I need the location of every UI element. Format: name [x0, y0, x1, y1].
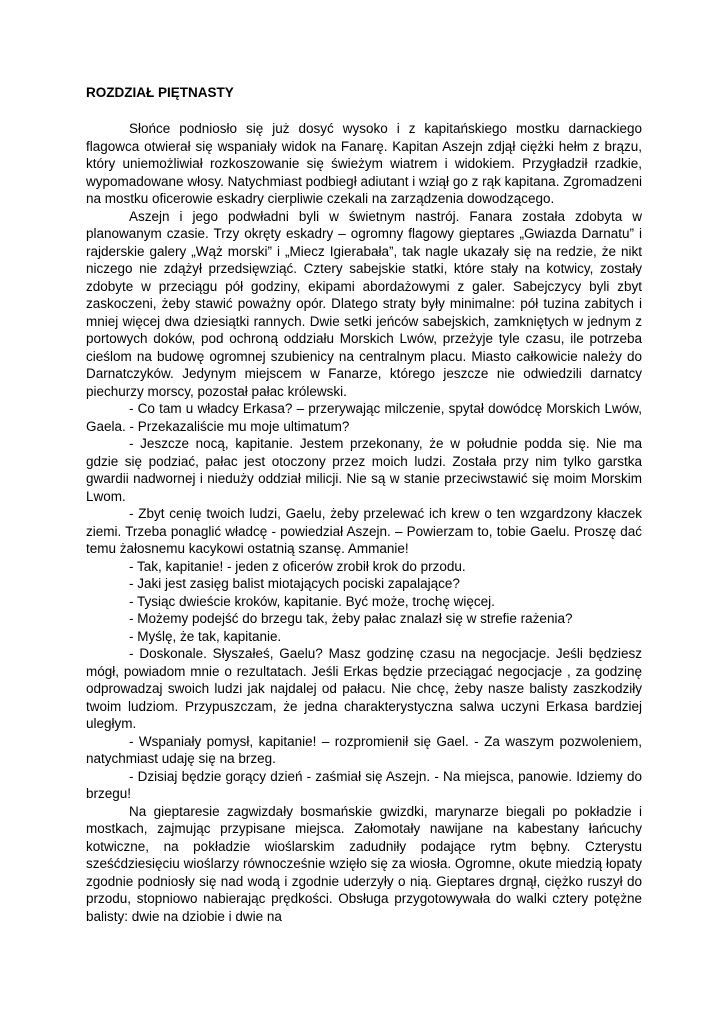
paragraph-4: - Jeszcze nocą, kapitanie. Jestem przekonany, że w południe podda się. Nie ma gdzie się podziać, pałac jest otoczony przez moich ludzi. Została przy nim tylko garstka gwardii nadwornej i nieduży oddział milicji. Nie są w stanie przeciwstawić się moim Morskim Lwom. [86, 436, 642, 504]
chapter-title: ROZDZIAŁ PIĘTNASTY [86, 85, 234, 100]
paragraph-9: - Możemy podejść do brzegu tak, żeby pałac znalazł się w strefie rażenia? [129, 611, 573, 626]
paragraph-11: - Doskonale. Słyszałeś, Gaelu? Masz godzinę czasu na negocjacje. Jeśli będziesz mógł, powiadom mnie o rezultatach. Jeśli Erkas będzie przeciągać negocjacje , za godzinę odprowadzaj swoich ludzi jak najdalej od pałacu. Nie chcę, żeby nasze balisty zaszkodziły twoim ludziom. Przypuszczam, że jedna charakterystyczna salwa uczyni Erkasa bardziej uległym. [86, 646, 642, 731]
paragraph-8: - Tysiąc dwieście kroków, kapitanie. Być może, trochę więcej. [129, 593, 495, 609]
paragraph-3: - Co tam u władcy Erkasa? – przerywając milczenie, spytał dowódcę Morskich Lwów, Gaela. - Przekazaliście mu moje ultimatum? [86, 401, 642, 434]
paragraph-2: Aszejn i jego podwładni byli w świetnym nastrój. Fanara została zdobyta w planowanym czasie. Trzy okręty eskadry – ogromny flagowy gieptares „Gwiazda Darnatu” i rajderskie galery „Wąż morski” i „Miecz Igierabała”, tak nagle ukazały się na redzie, że nikt niczego nie zdążył przedsięwziąć. Cztery sabejskie statki, które stały na kotwicy, zostały zdobyte w przeciągu pół godziny, ekipami abordażowymi z galer. Sabejczycy byli zbyt zaskoczeni, żeby stawić poważny opór. Dlatego straty były minimalne: pół tuzina zabitych i mniej więcej dwa dziesiątki rannych. Dwie setki jeńców sabejskich, zamkniętych w jednym z portowych doków, pod ochroną oddziału Morskich Lwów, przeżyje tyle czasu, ile potrzeba cieślom na budowę ogromnej szubienicy na centralnym placu. Miasto całkowicie należy do Darnatczyków. Jedynym miejscem w Fanarze, którego jeszcze nie odwiedzili darnatcy piechurzy morscy, pozostał pałac królewski. [86, 208, 642, 399]
paragraph-10: - Myślę, że tak, kapitanie. [129, 628, 282, 644]
paragraph-5: - Zbyt cenię twoich ludzi, Gaelu, żeby przelewać ich krew o ten wzgardzony kłaczek ziemi. Trzeba ponaglić władcę - powiedział Aszejn. – Powierzam to, tobie Gaelu. Proszę dać temu żałosnemu kacykowi ostatnią szansę. Ammanie! [86, 506, 642, 556]
document-page [86, 84, 642, 925]
paragraph-14: Na gieptaresie zagwizdały bosmańskie gwizdki, marynarze biegali po pokładzie i mostkach, zajmując przypisane miejsca. Załomotały nawijane na kabestany łańcuchy kotwiczne, na pokładzie wioślarskim zadudniły podające rytm bębny. Czterystu sześćdziesięciu wioślarzy równocześnie wzięło się za wiosła. Ogromne, okute miedzią łopaty zgodnie podniosły się nad wodą i zgodnie uderzyły o nią. Gieptares drgnął, ciężko ruszył do przodu, stopniowo nabierając prędkości. Obsługa przygotowywała do walki cztery potężne balisty: dwie na dziobie i dwie na [86, 803, 642, 924]
paragraph-1: Słońce podniosło się już dosyć wysoko i z kapitańskiego mostku darnackiego flagowca otwierał się wspaniały widok na Fanarę. Kapitan Aszejn zdjął ciężki hełm z brązu, który uniemożliwiał rozkoszowanie się świeżym wiatrem i widokiem. Przygładził rzadkie, wypomadowane włosy. Natychmiast podbiegł adiutant i wziął go z rąk kapitana. Zgromadzeni na mostku oficerowie eskadry cierpliwie czekali na zarządzenia dowodzącego. [86, 121, 642, 206]
paragraph-7: - Jaki jest zasięg balist miotających pociski zapalające? [129, 576, 460, 591]
paragraph-6: - Tak, kapitanie! - jeden z oficerów zrobił krok do przodu. [129, 558, 466, 574]
paragraph-12: - Wspaniały pomysł, kapitanie! – rozpromienił się Gael. - Za waszym pozwoleniem, natychmiast udaję się na brzeg. [86, 733, 642, 766]
paragraph-13: - Dzisiaj będzie gorący dzień - zaśmiał się Aszejn. - Na miejsca, panowie. Idziemy do brzegu! [86, 768, 642, 801]
